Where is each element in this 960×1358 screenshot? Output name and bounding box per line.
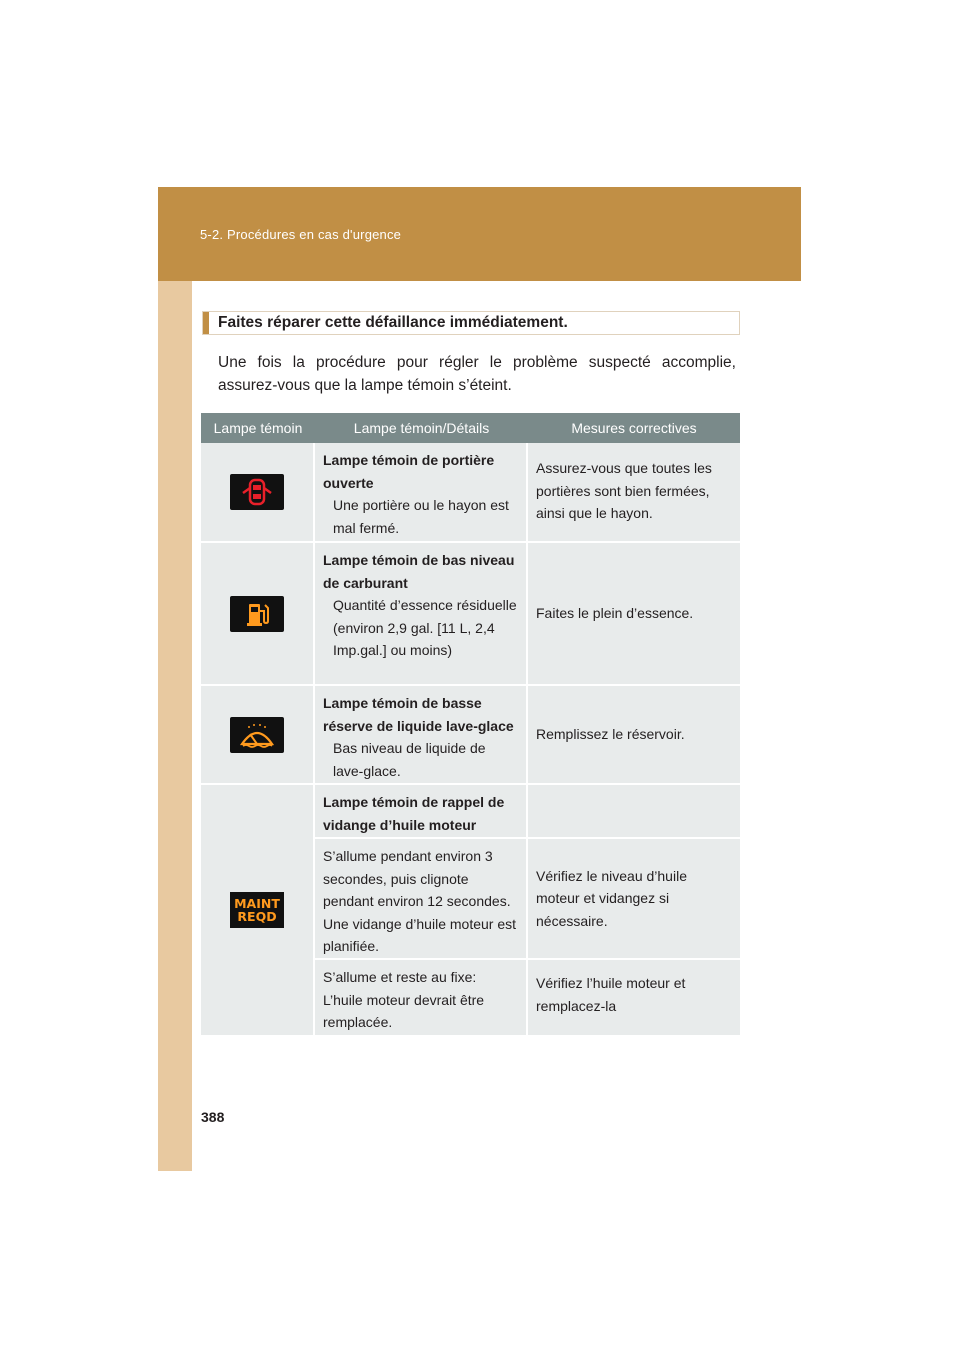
- lamp-cell: [201, 543, 315, 684]
- action-cell-empty: [528, 785, 740, 837]
- low-fuel-icon: [230, 596, 284, 632]
- detail-cell: [315, 686, 528, 783]
- maint-title-row: [315, 785, 740, 839]
- header-lamp: Lampe témoin: [213, 420, 303, 436]
- action-cell: Remplissez le réservoir.: [536, 726, 685, 743]
- table-header: [201, 413, 740, 443]
- header-band: [158, 187, 801, 281]
- detail-cell: S’allume pendant environ 3 secondes, puis clignote pendant environ 12 secondes. Une vidange d’huile moteur est planifiée.: [315, 839, 528, 958]
- maint-sub-row: [315, 839, 740, 960]
- maint-reqd-icon: [230, 892, 284, 928]
- table-row: [201, 543, 740, 686]
- table-row: [201, 686, 740, 785]
- lamp-description: Une portière ou le hayon est mal fermé.: [333, 497, 509, 536]
- header-actions: Mesures correctives: [571, 420, 697, 436]
- door-open-warning-icon: [230, 474, 284, 510]
- maint-details: [315, 785, 740, 1035]
- heading-accent: [203, 312, 209, 334]
- lamp-description: Bas niveau de liquide de lave-glace.: [333, 740, 486, 779]
- table-row: [201, 443, 740, 543]
- detail-cell: S’allume et reste au fixe: L’huile moteur devrait être remplacée.: [315, 960, 528, 1035]
- header-details: Lampe témoin/Détails: [353, 420, 490, 436]
- action-cell: Faites le plein d’essence.: [536, 605, 694, 622]
- detail-cell: [315, 543, 528, 684]
- lamp-cell: [201, 443, 315, 541]
- lamp-cell: [201, 686, 315, 783]
- warning-lamp-table: [201, 413, 740, 1035]
- action-cell: Vérifiez l’huile moteur et remplacez-la: [536, 975, 686, 1014]
- detail-cell: [315, 785, 528, 837]
- washer-fluid-icon: [230, 717, 284, 753]
- action-cell: Vérifiez le niveau d’huile moteur et vidangez si nécessaire.: [536, 867, 687, 929]
- section-heading: [202, 311, 740, 335]
- lamp-title: Lampe témoin de rappel de vidange d’huile moteur: [323, 794, 505, 833]
- lamp-description-detail: (environ 2,9 gal. [11 L, 2,4 Imp.gal.] ou moins): [333, 619, 495, 658]
- maint-sub-row: [315, 960, 740, 1035]
- page-number: 388: [201, 1109, 225, 1125]
- section-title: Faites réparer cette défaillance immédiatement.: [218, 314, 568, 331]
- detail-cell: [315, 443, 528, 541]
- lamp-title: Lampe témoin de portière ouverte: [323, 452, 495, 491]
- maint-icon-line2: REQD: [237, 909, 277, 924]
- lamp-title: Lampe témoin de bas niveau de carburant: [323, 552, 515, 591]
- lamp-description: Quantité d’essence résiduelle: [333, 597, 517, 613]
- section-breadcrumb: 5-2. Procédures en cas d'urgence: [200, 227, 402, 242]
- action-cell: Assurez-vous que toutes les portières sont bien fermées, ainsi que le hayon.: [536, 460, 712, 521]
- table-row-maintenance: [201, 785, 740, 1035]
- lamp-cell: [201, 785, 315, 1035]
- maint-icon-line1: MAINT: [234, 896, 280, 911]
- side-band: [158, 281, 192, 1171]
- intro-paragraph: Une fois la procédure pour régler le problème suspecté accomplie, assurez-vous que la lampe témoin s’éteint.: [218, 354, 736, 394]
- lamp-title: Lampe témoin de basse réserve de liquide lave-glace: [323, 695, 514, 734]
